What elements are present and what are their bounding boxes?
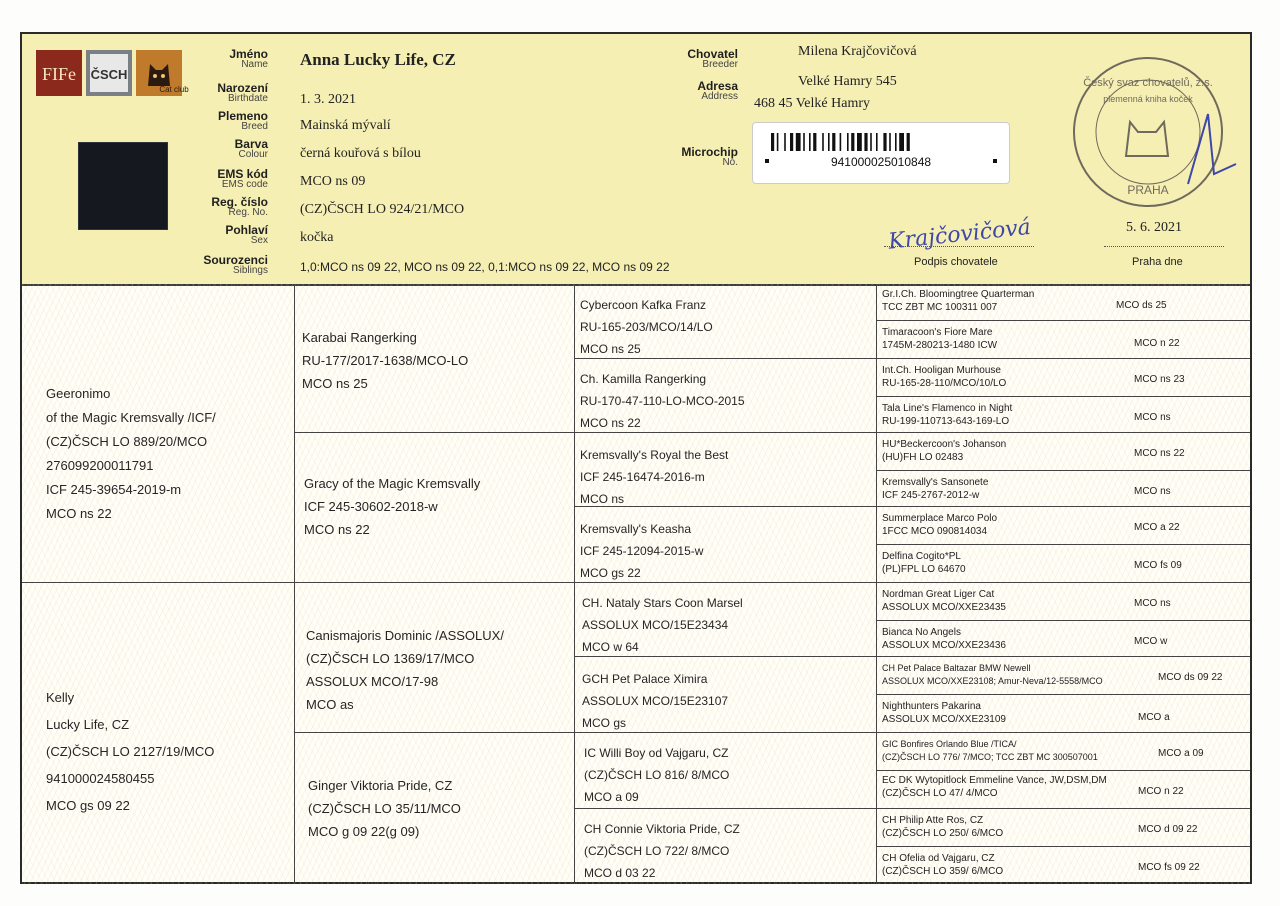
row-divider: [294, 732, 1250, 733]
stamp-text-outer: Český svaz chovatelů, z.s.: [1083, 77, 1213, 89]
gg-grandparent-cell: Summerplace Marco Polo 1FCC MCO 090814034: [882, 513, 998, 537]
row-divider: [876, 770, 1250, 771]
gg-grandparent-ems: MCO ds 25: [1116, 300, 1167, 311]
gg-grandparent-cell: Gr.I.Ch. Bloomingtree Quarterman TCC ZBT MC 100311 007: [882, 289, 1035, 313]
siblings-value: 1,0:MCO ns 09 22, MCO ns 09 22, 0,1:MCO ns 09 22, MCO ns 09 22: [300, 260, 670, 274]
barcode-bar: [822, 133, 824, 151]
barcode-bar: [828, 133, 830, 151]
grandparent-cell: Ginger Viktoria Pride, CZ (CZ)ČSCH LO 35/11/MCO MCO g 09 22(g 09): [308, 778, 461, 839]
birth-date: 1. 3. 2021: [300, 92, 356, 107]
row-divider: [876, 470, 1250, 471]
chip-label: Microchip No.: [681, 145, 738, 168]
row-divider: [876, 320, 1250, 321]
gg-grandparent-cell: Kremsvally's Sansonete ICF 245-2767-2012-w: [882, 477, 989, 501]
colour-value: černá kouřová s bílou: [300, 146, 421, 161]
microchip-barcode-label: [752, 122, 1010, 184]
csch-logo: [86, 50, 132, 96]
gg-grandparent-ems: MCO ns: [1134, 598, 1171, 609]
sire-cell: Geeronimo of the Magic Kremsvally /ICF/ (CZ)ČSCH LO 889/20/MCO 276099200011791 ICF 245-39654-2019-m MCO ns 22: [46, 386, 216, 521]
barcode-bar: [895, 133, 897, 151]
barcode-bar: [813, 133, 816, 151]
date-line: [1104, 246, 1224, 248]
barcode-bar: [883, 133, 886, 151]
siblings-label: Sourozenci Siblings: [203, 253, 268, 276]
barcode-bar: [864, 133, 867, 151]
gg-grandparent-ems: MCO n 22: [1134, 338, 1180, 349]
cat-photo-placeholder: [78, 142, 168, 230]
gg-grandparent-cell: EC DK Wytopitlock Emmeline Vance, JW,DSM,DM (CZ)ČSCH LO 47/ 4/MCO: [882, 775, 1107, 799]
ems-label: EMS kód EMS code: [217, 167, 268, 190]
colour-label: Barva Colour: [234, 137, 268, 160]
great-grandparent-cell: GCH Pet Palace Ximira ASSOLUX MCO/15E23107 MCO gs: [582, 672, 729, 730]
header-panel: [22, 34, 1250, 286]
gg-grandparent-cell: Delfina Cogito*PL (PL)FPL LO 64670: [882, 551, 966, 575]
barcode: [771, 133, 991, 151]
gg-grandparent-cell: Tala Line's Flamenco in Night RU-199-110713-643-169-LO: [882, 403, 1013, 427]
barcode-bar: [870, 133, 872, 151]
breed-value: Mainská mývalí: [300, 118, 391, 133]
breeder-signature-text: Krajčovičová: [887, 214, 1032, 255]
gg-grandparent-cell: Nordman Great Liger Cat ASSOLUX MCO/XXE23435: [882, 589, 1006, 613]
barcode-bar: [876, 133, 878, 151]
gg-grandparent-cell: Timaracoon's Fiore Mare 1745M-280213-1480 ICW: [882, 327, 998, 351]
gg-grandparent-ems: MCO ns: [1134, 412, 1171, 423]
csch-logo-text: ČSCH: [90, 67, 128, 82]
barcode-bar: [777, 133, 779, 151]
official-stamp: [1058, 44, 1248, 214]
row-divider: [876, 694, 1250, 695]
gg-grandparent-cell: Nighthunters Pakarina ASSOLUX MCO/XXE23109: [882, 701, 1006, 725]
cat-name: Anna Lucky Life, CZ: [300, 50, 456, 69]
barcode-bar: [771, 133, 774, 151]
ems-value: MCO ns 09: [300, 174, 366, 189]
cat-club-logo-text: Cat club: [159, 85, 189, 94]
barcode-bar: [889, 133, 891, 151]
gg-grandparent-ems: MCO d 09 22: [1138, 824, 1198, 835]
gg-grandparent-cell: CH Philip Atte Ros, CZ (CZ)ČSCH LO 250/ 6/MCO: [882, 815, 1004, 839]
barcode-bar: [803, 133, 805, 151]
stamp-text-inner: plemenná kniha koček: [1103, 94, 1193, 104]
great-grandparent-cell: Ch. Kamilla Rangerking RU-170-47-110-LO-MCO-2015 MCO ns 22: [580, 372, 745, 430]
breed-label: Plemeno Breed: [217, 109, 268, 132]
great-grandparent-cell: Kremsvally's Keasha ICF 245-12094-2015-w MCO gs 22: [580, 522, 704, 580]
reg-value: (CZ)ČSCH LO 924/21/MCO: [300, 202, 465, 217]
microchip-number: 941000025010848: [830, 155, 932, 169]
barcode-bar: [847, 133, 849, 151]
barcode-bar: [899, 133, 904, 151]
sex-label: Pohlaví Sex: [225, 223, 268, 246]
great-grandparent-cell: Cybercoon Kafka Franz RU-165-203/MCO/14/LO MCO ns 25: [580, 298, 713, 356]
gg-grandparent-ems: MCO fs 09 22: [1138, 862, 1200, 873]
column-divider: [294, 284, 295, 884]
barcode-bar: [832, 133, 835, 151]
gg-grandparent-ems: MCO ds 09 22: [1158, 672, 1223, 683]
grandparent-cell: Karabai Rangerking RU-177/2017-1638/MCO-LO MCO ns 25: [302, 330, 469, 391]
barcode-bar: [809, 133, 811, 151]
address-line-2: 468 45 Velké Hamry: [754, 96, 870, 111]
stamp-text-city: PRAHA: [1127, 183, 1169, 197]
barcode-bar: [790, 133, 793, 151]
barcode-bar: [840, 133, 842, 151]
birth-label: Narození Birthdate: [217, 81, 268, 104]
row-divider: [876, 846, 1250, 847]
date-label: Praha dne: [1132, 256, 1183, 268]
row-divider: [876, 620, 1250, 621]
great-grandparent-cell: CH Connie Viktoria Pride, CZ (CZ)ČSCH LO 722/ 8/MCO MCO d 03 22: [584, 822, 740, 880]
column-divider: [574, 284, 575, 884]
barcode-bar: [796, 133, 801, 151]
row-divider: [574, 808, 1250, 809]
column-divider: [876, 284, 877, 884]
signature-label: Podpis chovatele: [914, 256, 998, 268]
fife-logo-text: FIFe: [41, 64, 77, 84]
reg-label: Reg. číslo Reg. No.: [211, 195, 268, 218]
gg-grandparent-cell: GIC Bonfires Orlando Blue /TICA/ (CZ)ČSCH LO 776/ 7/MCO; TCC ZBT MC 300507001: [882, 739, 1098, 762]
great-grandparent-cell: CH. Nataly Stars Coon Marsel ASSOLUX MCO/15E23434 MCO w 64: [582, 596, 743, 654]
great-grandparent-cell: Kremsvally's Royal the Best ICF 245-16474-2016-m MCO ns: [580, 448, 729, 506]
dam-cell: Kelly Lucky Life, CZ (CZ)ČSCH LO 2127/19/MCO 941000024580455 MCO gs 09 22: [46, 690, 215, 813]
barcode-bar: [784, 133, 786, 151]
name-label: Jméno Name: [229, 47, 268, 70]
barcode-bar: [907, 133, 910, 151]
gg-grandparent-ems: MCO a 22: [1134, 522, 1180, 533]
gg-grandparent-ems: MCO fs 09: [1134, 560, 1182, 571]
row-divider: [876, 544, 1250, 545]
gg-grandparent-cell: CH Pet Palace Baltazar BMW Newell ASSOLUX MCO/XXE23108; Amur-Neva/12-5558/MCO: [882, 663, 1103, 686]
gg-grandparent-ems: MCO a 09: [1158, 748, 1204, 759]
gg-grandparent-cell: CH Ofelia od Vajgaru, CZ (CZ)ČSCH LO 359/ 6/MCO: [882, 853, 1004, 877]
row-divider: [876, 396, 1250, 397]
breeder-label: Chovatel Breeder: [687, 47, 738, 70]
gg-grandparent-cell: Int.Ch. Hooligan Murhouse RU-165-28-110/MCO/10/LO: [882, 365, 1007, 389]
gg-grandparent-ems: MCO ns 23: [1134, 374, 1185, 385]
gg-grandparent-ems: MCO a: [1138, 712, 1170, 723]
barcode-bar: [857, 133, 862, 151]
gg-grandparent-ems: MCO ns: [1134, 486, 1171, 497]
pedigree-table: [22, 284, 1250, 884]
gg-grandparent-cell: HU*Beckercoon's Johanson (HU)FH LO 02483: [882, 439, 1007, 463]
address-label: Adresa Address: [697, 79, 738, 102]
fife-logo: [36, 50, 82, 96]
gg-grandparent-ems: MCO w: [1134, 636, 1168, 647]
pedigree-certificate: [20, 32, 1252, 884]
great-grandparent-cell: IC Willi Boy od Vajgaru, CZ (CZ)ČSCH LO 816/ 8/MCO MCO a 09: [584, 746, 730, 804]
address-line-1: Velké Hamry 545: [798, 74, 897, 89]
grandparent-cell: Gracy of the Magic Kremsvally ICF 245-30602-2018-w MCO ns 22: [304, 476, 481, 537]
row-divider: [294, 432, 1250, 433]
issue-date: 5. 6. 2021: [1126, 220, 1182, 235]
sex-value: kočka: [300, 230, 334, 245]
gg-grandparent-ems: MCO ns 22: [1134, 448, 1185, 459]
grandparent-cell: Canismajoris Dominic /ASSOLUX/ (CZ)ČSCH LO 1369/17/MCO ASSOLUX MCO/17-98 MCO as: [306, 628, 504, 712]
breeder-signature: [882, 204, 1072, 255]
gg-grandparent-cell: Bianca No Angels ASSOLUX MCO/XXE23436: [882, 627, 1006, 651]
breeder-name: Milena Krajčovičová: [798, 44, 917, 59]
barcode-bar: [851, 133, 854, 151]
signature-line: [884, 246, 1034, 248]
gg-grandparent-ems: MCO n 22: [1138, 786, 1184, 797]
